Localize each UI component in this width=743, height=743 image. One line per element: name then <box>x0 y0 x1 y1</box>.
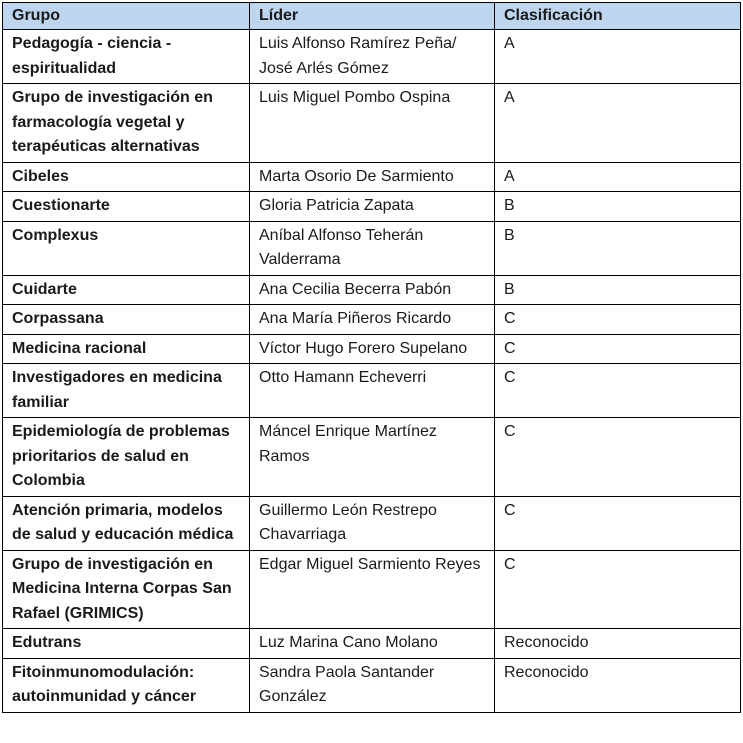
table-body <box>3 30 741 713</box>
cell-grupo: Cuidarte <box>3 275 250 305</box>
cell-clasificacion: A <box>495 30 741 84</box>
cell-lider: Sandra Paola Santander González <box>250 658 495 712</box>
cell-lider: Luis Miguel Pombo Ospina <box>250 84 495 163</box>
cell-lider: Ana María Piñeros Ricardo <box>250 305 495 335</box>
cell-clasificacion: C <box>495 334 741 364</box>
table-row <box>3 305 741 335</box>
cell-lider: Guillermo León Restrepo Chavarriaga <box>250 496 495 550</box>
cell-lider: Edgar Miguel Sarmiento Reyes <box>250 550 495 629</box>
cell-clasificacion: Reconocido <box>495 658 741 712</box>
research-groups-table <box>2 2 741 713</box>
cell-clasificacion: C <box>495 550 741 629</box>
cell-lider: Otto Hamann Echeverri <box>250 364 495 418</box>
table-row <box>3 658 741 712</box>
cell-grupo: Cibeles <box>3 162 250 192</box>
table-row <box>3 192 741 222</box>
table-row <box>3 334 741 364</box>
cell-grupo: Investigadores en medicina familiar <box>3 364 250 418</box>
cell-grupo: Corpassana <box>3 305 250 335</box>
cell-grupo: Grupo de investigación en Medicina Interna Corpas San Rafael (GRIMICS) <box>3 550 250 629</box>
table-row <box>3 275 741 305</box>
cell-lider: Marta Osorio De Sarmiento <box>250 162 495 192</box>
cell-clasificacion: B <box>495 275 741 305</box>
cell-lider: Aníbal Alfonso Teherán Valderrama <box>250 221 495 275</box>
cell-grupo: Grupo de investigación en farmacología vegetal y terapéuticas alternativas <box>3 84 250 163</box>
cell-lider: Gloria Patricia Zapata <box>250 192 495 222</box>
table-row <box>3 364 741 418</box>
research-groups-table-container <box>2 2 741 713</box>
table-row <box>3 30 741 84</box>
header-row <box>3 3 741 30</box>
table-row <box>3 84 741 163</box>
cell-grupo: Complexus <box>3 221 250 275</box>
cell-clasificacion: Reconocido <box>495 629 741 659</box>
cell-grupo: Medicina racional <box>3 334 250 364</box>
cell-lider: Luz Marina Cano Molano <box>250 629 495 659</box>
cell-clasificacion: B <box>495 221 741 275</box>
cell-grupo: Epidemiología de problemas prioritarios de salud en Colombia <box>3 418 250 497</box>
header-grupo: Grupo <box>3 3 250 30</box>
cell-lider: Luis Alfonso Ramírez Peña/ José Arlés Gómez <box>250 30 495 84</box>
table-row <box>3 550 741 629</box>
table-row <box>3 221 741 275</box>
cell-clasificacion: B <box>495 192 741 222</box>
cell-clasificacion: A <box>495 162 741 192</box>
table-header <box>3 3 741 30</box>
cell-clasificacion: C <box>495 496 741 550</box>
cell-clasificacion: A <box>495 84 741 163</box>
cell-lider: Ana Cecilia Becerra Pabón <box>250 275 495 305</box>
table-row <box>3 162 741 192</box>
cell-lider: Máncel Enrique Martínez Ramos <box>250 418 495 497</box>
table-row <box>3 418 741 497</box>
cell-grupo: Cuestionarte <box>3 192 250 222</box>
cell-clasificacion: C <box>495 418 741 497</box>
cell-grupo: Pedagogía - ciencia - espiritualidad <box>3 30 250 84</box>
table-row <box>3 629 741 659</box>
header-clasificacion: Clasificación <box>495 3 741 30</box>
cell-grupo: Fitoinmunomodulación: autoinmunidad y cáncer <box>3 658 250 712</box>
header-lider: Líder <box>250 3 495 30</box>
cell-clasificacion: C <box>495 305 741 335</box>
cell-grupo: Edutrans <box>3 629 250 659</box>
table-row <box>3 496 741 550</box>
cell-grupo: Atención primaria, modelos de salud y educación médica <box>3 496 250 550</box>
cell-lider: Víctor Hugo Forero Supelano <box>250 334 495 364</box>
cell-clasificacion: C <box>495 364 741 418</box>
